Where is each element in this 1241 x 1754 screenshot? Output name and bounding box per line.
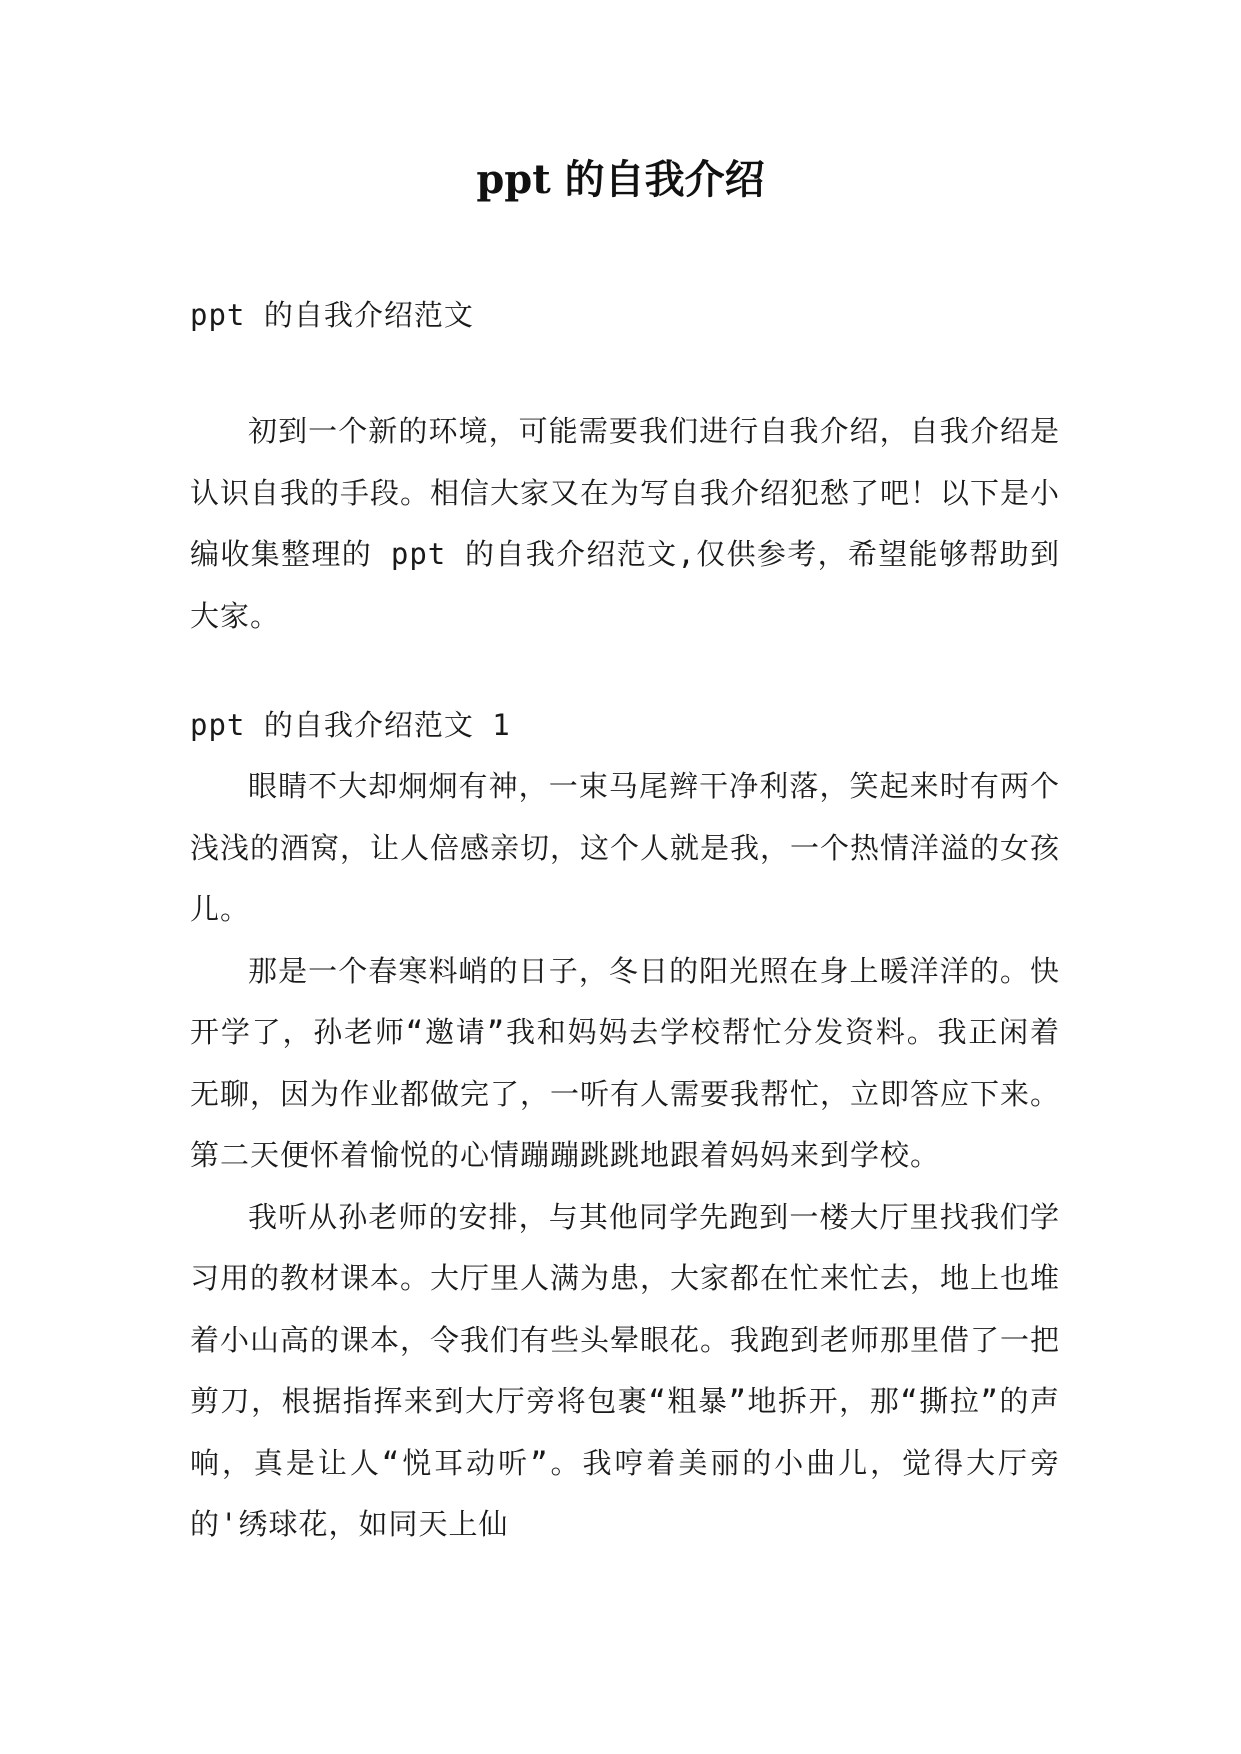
body-paragraph-1: 眼睛不大却炯炯有神，一束马尾辫干净利落，笑起来时有两个浅浅的酒窝，让人倍感亲切，这个人就是我，一个热情洋溢的女孩儿。	[190, 769, 1061, 926]
section-heading: ppt 的自我介绍范文 1	[190, 708, 511, 742]
document-subtitle: ppt 的自我介绍范文	[190, 298, 474, 332]
document-title: ppt 的自我介绍	[476, 156, 765, 203]
body-paragraph-3: 我听从孙老师的安排，与其他同学先跑到一楼大厅里找我们学习用的教材课本。大厅里人满为患，大家都在忙来忙去，地上也堆着小山高的课本，令我们有些头晕眼花。我跑到老师那里借了一把剪刀，根据指挥来到大厅旁将包裹“粗暴”地拆开，那“撕拉”的声响，真是让人“悦耳动听”。我哼着美丽的小曲儿，觉得大厅旁的'绣球花，如同天上仙	[190, 1199, 1061, 1541]
section-body	[190, 756, 1060, 1556]
body-paragraph-2: 那是一个春寒料峭的日子，冬日的阳光照在身上暖洋洋的。快开学了，孙老师“邀请”我和妈妈去学校帮忙分发资料。我正闲着无聊，因为作业都做完了，一听有人需要我帮忙，立即答应下来。第二天便怀着愉悦的心情蹦蹦跳跳地跟着妈妈来到学校。	[190, 953, 1061, 1172]
intro-paragraph: 初到一个新的环境，可能需要我们进行自我介绍，自我介绍是认识自我的手段。相信大家又在为写自我介绍犯愁了吧！以下是小编收集整理的 ppt 的自我介绍范文,仅供参考，希望能够帮助到大家。	[190, 414, 1061, 633]
